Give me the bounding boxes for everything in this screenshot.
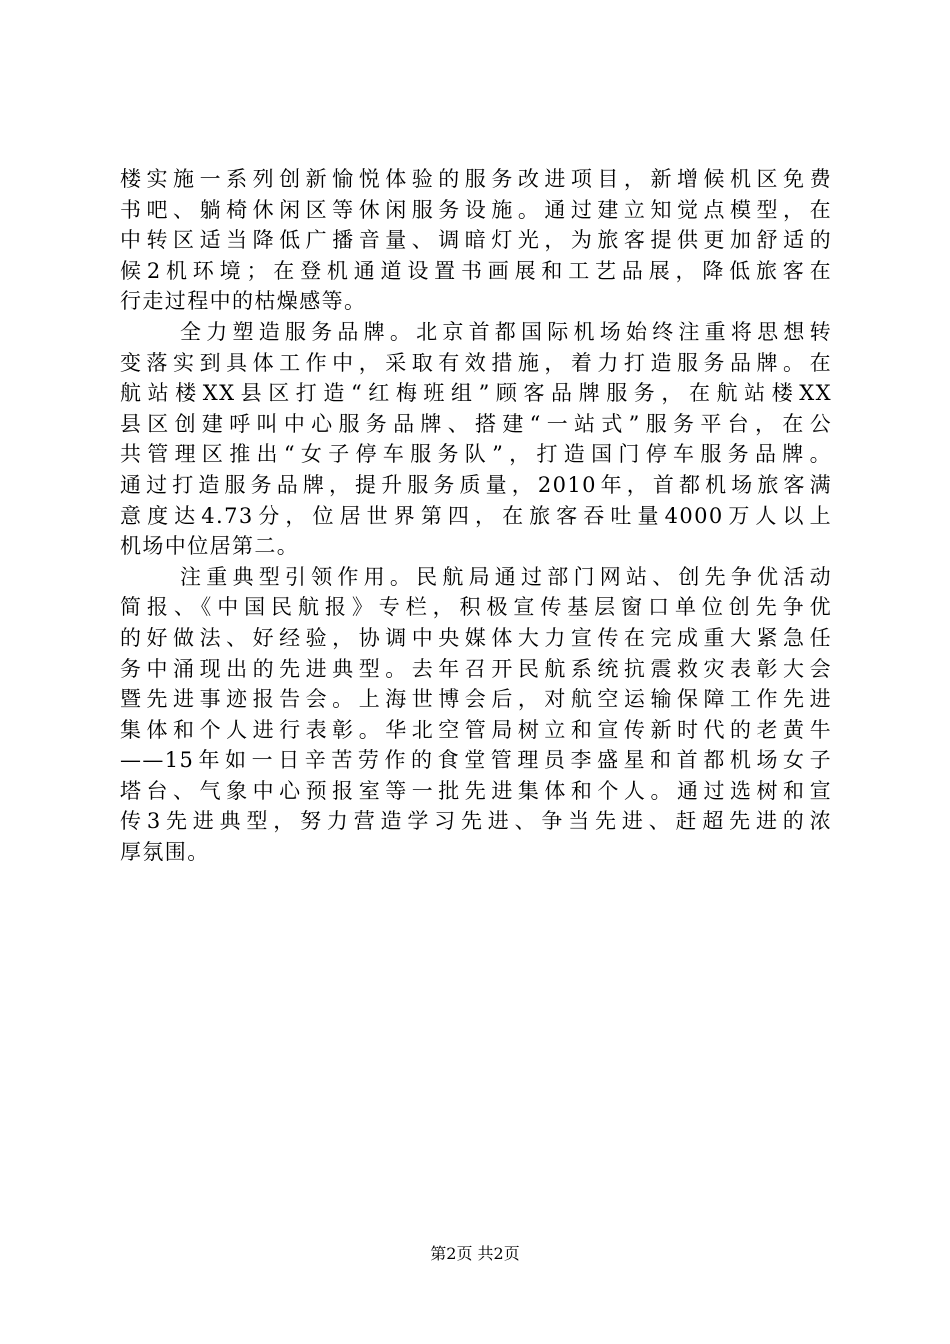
text-line: 行走过程中的枯燥感等。 (120, 289, 367, 314)
text-line: 注重典型引领作用。民航局通过部门网站、创先争优活动 (180, 564, 832, 589)
page-footer: 第2页 共2页 (430, 1244, 520, 1263)
paragraph-role-models (120, 562, 832, 868)
text-line: 塔台、气象中心预报室等一批先进集体和个人。通过选树和宣 (120, 778, 832, 803)
text-line: 简报、《中国民航报》专栏，积极宣传基层窗口单位创先争优 (120, 595, 832, 620)
text-line: 意度达4.73分，位居世界第四，在旅客吞吐量4000万人以上 (120, 503, 832, 528)
text-line: 的好做法、好经验，协调中央媒体大力宣传在完成重大紧急任 (120, 625, 832, 650)
text-line: 集体和个人进行表彰。华北空管局树立和宣传新时代的老黄牛 (120, 717, 832, 742)
paragraph-airport-services (120, 164, 832, 317)
document-body (120, 164, 832, 868)
text-line: 变落实到具体工作中，采取有效措施，着力打造服务品牌。在 (120, 350, 832, 375)
paragraph-service-brand (120, 317, 832, 562)
text-line: 书吧、躺椅休闲区等休闲服务设施。通过建立知觉点模型，在 (120, 197, 832, 222)
text-line: ——15年如一日辛苦劳作的食堂管理员李盛星和首都机场女子 (120, 748, 832, 773)
text-line: 机场中位居第二。 (120, 534, 300, 559)
text-line: 楼实施一系列创新愉悦体验的服务改进项目，新增候机区免费 (120, 167, 832, 191)
text-line: 县区创建呼叫中心服务品牌、搭建“一站式”服务平台，在公 (120, 411, 832, 436)
text-line: 中转区适当降低广播音量、调暗灯光，为旅客提供更加舒适的 (120, 228, 832, 253)
text-line: 航站楼XX县区打造“红梅班组”顾客品牌服务，在航站楼XX (120, 381, 832, 406)
text-line: 暨先进事迹报告会。上海世博会后，对航空运输保障工作先进 (120, 687, 832, 712)
text-line: 厚氛围。 (120, 840, 210, 865)
text-line: 候2机环境；在登机通道设置书画展和工艺品展，降低旅客在 (120, 258, 832, 283)
text-line: 共管理区推出“女子停车服务队”，打造国门停车服务品牌。 (120, 442, 832, 467)
text-line: 全力塑造服务品牌。北京首都国际机场始终注重将思想转 (180, 319, 832, 344)
text-line: 务中涌现出的先进典型。去年召开民航系统抗震救灾表彰大会 (120, 656, 832, 681)
text-line: 传3先进典型，努力营造学习先进、争当先进、赶超先进的浓 (120, 809, 832, 834)
text-line: 通过打造服务品牌，提升服务质量，2010年，首都机场旅客满 (120, 472, 832, 497)
